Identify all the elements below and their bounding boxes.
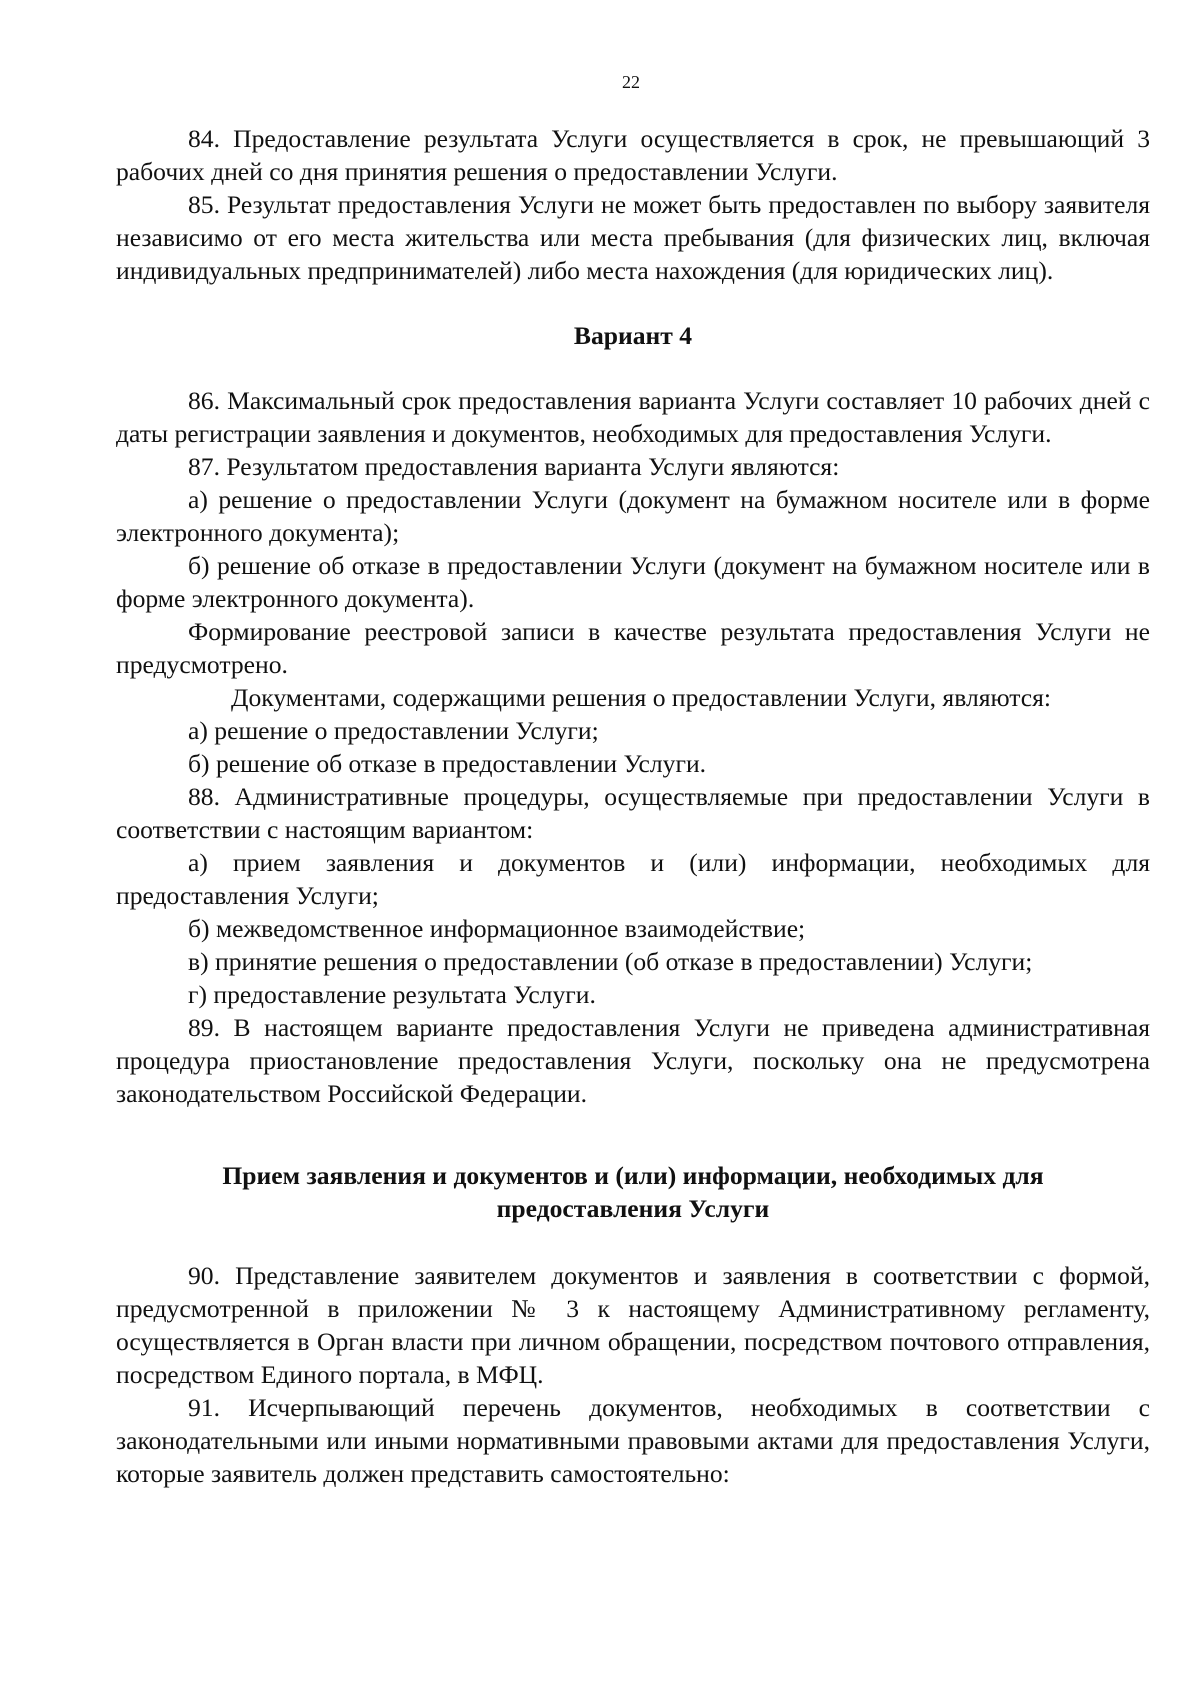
list-item-88-c: в) принятие решения о предоставлении (об отказе в предоставлении) Услуги; xyxy=(188,947,1033,976)
list-item-87-a: а) решение о предоставлении Услуги (документ на бумажном носителе или в форме электронного документа); xyxy=(116,485,1150,547)
section-heading-variant-4: Вариант 4 xyxy=(573,321,693,350)
paragraph-91: 91. Исчерпывающий перечень документов, необходимых в соответствии с законодательными или иными нормативными правовыми актами для предоставления Услуги, которые заявитель должен представить самостоятельно: xyxy=(116,1393,1150,1488)
list-item-decision-a: а) решение о предоставлении Услуги; xyxy=(188,716,599,745)
list-item-87-b: б) решение об отказе в предоставлении Услуги (документ на бумажном носителе или в форме электронного документа). xyxy=(116,551,1150,613)
list-item-88-a: а) прием заявления и документов и (или) информации, необходимых для предоставления Услуги; xyxy=(116,848,1150,910)
paragraph-decision-documents: Документами, содержащими решения о предоставлении Услуги, являются: xyxy=(231,683,1052,712)
section-heading-line-1: Прием заявления и документов и (или) информации, необходимых для xyxy=(222,1161,1044,1190)
paragraph-85: 85. Результат предоставления Услуги не может быть предоставлен по выбору заявителя независимо от его места жительства или места пребывания (для физических лиц, включая индивидуальных предпринимателей) либо места нахождения (для юридических лиц). xyxy=(116,190,1150,285)
list-item-decision-b: б) решение об отказе в предоставлении Услуги. xyxy=(188,749,707,778)
page-number: 22 xyxy=(622,72,640,92)
paragraph-88: 88. Административные процедуры, осуществляемые при предоставлении Услуги в соответствии с настоящим вариантом: xyxy=(116,782,1150,844)
section-heading-application-intake xyxy=(116,1159,1150,1225)
list-item-88-d: г) предоставление результата Услуги. xyxy=(188,980,596,1009)
paragraph-registry-record: Формирование реестровой записи в качестве результата предоставления Услуги не предусмотрено. xyxy=(116,617,1150,679)
paragraph-86: 86. Максимальный срок предоставления варианта Услуги составляет 10 рабочих дней с даты регистрации заявления и документов, необходимых для предоставления Услуги. xyxy=(116,386,1150,448)
paragraph-87: 87. Результатом предоставления варианта Услуги являются: xyxy=(188,452,840,481)
document-body xyxy=(116,122,1150,1490)
paragraph-90: 90. Представление заявителем документов и заявления в соответствии с формой, предусмотренной в приложении № 3 к настоящему Административному регламенту, осуществляется в Орган власти при личном обращении, посредством почтового отправления, посредством Единого портала, в МФЦ. xyxy=(116,1261,1150,1389)
paragraph-89: 89. В настоящем варианте предоставления Услуги не приведена административная процедура приостановление предоставления Услуги, поскольку она не предусмотрена законодательством Российской Федерации. xyxy=(116,1013,1150,1108)
section-heading-line-2: предоставления Услуги xyxy=(496,1194,770,1223)
paragraph-84: 84. Предоставление результата Услуги осуществляется в срок, не превышающий 3 рабочих дней со дня принятия решения о предоставлении Услуги. xyxy=(116,124,1150,186)
list-item-88-b: б) межведомственное информационное взаимодействие; xyxy=(188,914,806,943)
